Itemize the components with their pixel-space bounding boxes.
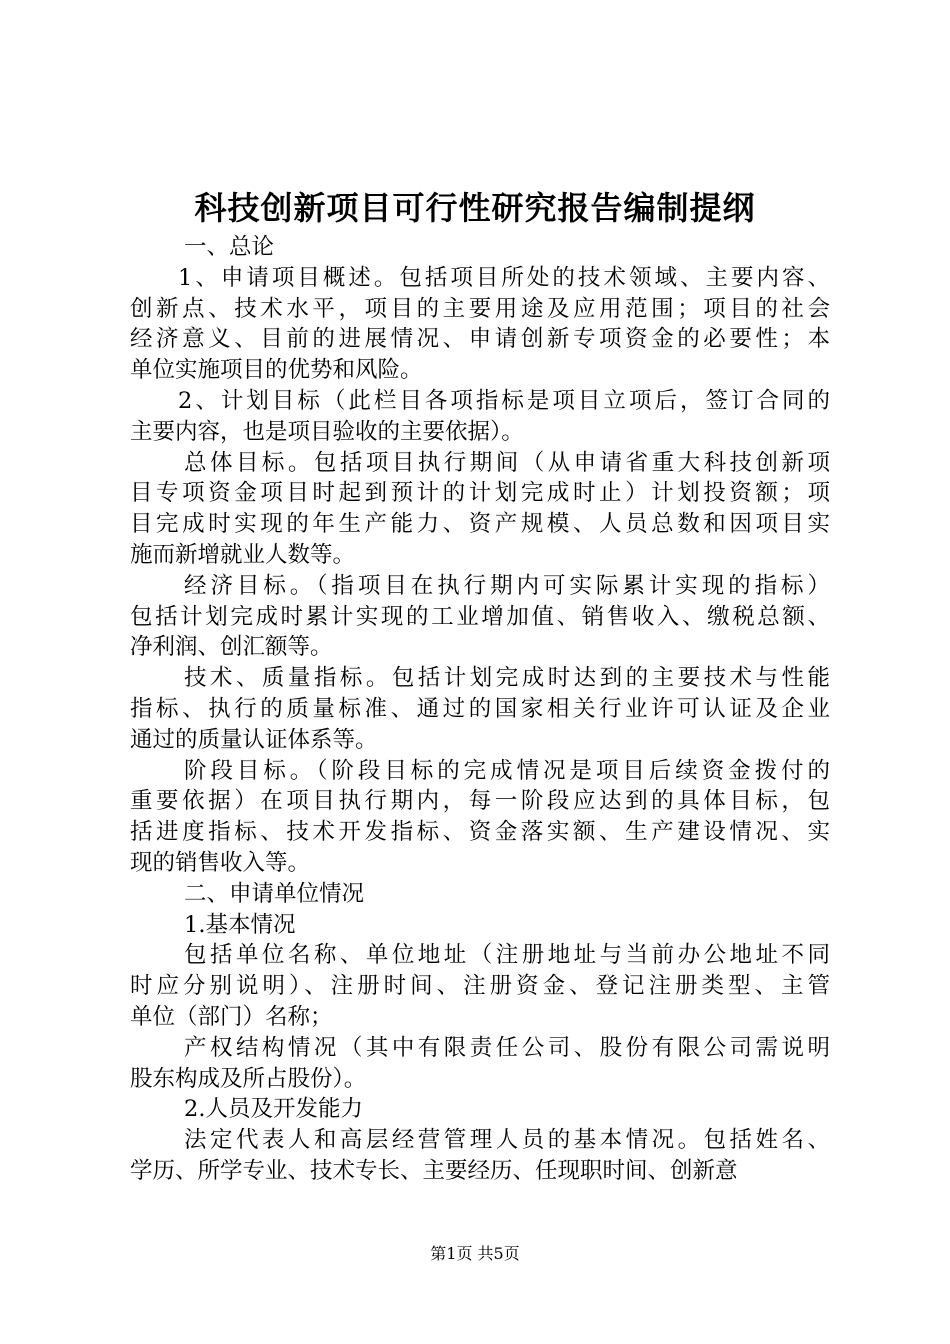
paragraph-line: 技术、质量指标。包括计划完成时达到的主要技术与性能: [184, 665, 830, 692]
paragraph-line: 主要内容，也是项目验收的主要依据）。: [130, 418, 524, 445]
paragraph: [130, 1033, 830, 1095]
paragraph-line: 指标、执行的质量标准、通过的国家相关行业许可认证及企业: [130, 695, 830, 722]
paragraph: [130, 386, 830, 448]
paragraph-line: 经济目标。（指项目在执行期内可实际累计实现的指标）: [184, 572, 830, 599]
paragraph-line: 阶段目标。（阶段目标的完成情况是项目后续资金拨付的: [184, 757, 830, 784]
paragraph-line: 2.人员及开发能力: [184, 1096, 363, 1123]
paragraph-line: 通过的质量认证体系等。: [130, 726, 378, 753]
paragraph-line: 目完成时实现的年生产能力、资产规模、人员总数和因项目实: [130, 511, 830, 538]
paragraph: [130, 263, 830, 386]
document-body: [130, 232, 830, 1187]
paragraph: [130, 232, 830, 263]
paragraph: [130, 940, 830, 1032]
paragraph-line: 1.基本情况: [184, 911, 296, 938]
paragraph-line: 单位（部门）名称；: [130, 1003, 333, 1030]
paragraph-line: 法定代表人和高层经营管理人员的基本情况。包括姓名、: [184, 1127, 830, 1154]
paragraph-line: 现的销售收入等。: [130, 849, 311, 876]
paragraph-line: 单位实施项目的优势和风险。: [130, 357, 423, 384]
paragraph: [130, 571, 830, 663]
paragraph: [130, 879, 830, 910]
paragraph-line: 包括计划完成时累计实现的工业增加值、销售收入、缴税总额、: [130, 603, 830, 630]
paragraph-line: 创新点、技术水平，项目的主要用途及应用范围；项目的社会: [130, 295, 830, 322]
paragraph-line: 时应分别说明）、注册时间、注册资金、登记注册类型、主管: [130, 973, 830, 1000]
paragraph-line: 1、申请项目概述。包括项目所处的技术领域、主要内容、: [178, 264, 830, 291]
paragraph: [130, 663, 830, 755]
page-footer: 第1页 共5页: [430, 1244, 520, 1263]
paragraph-line: 重要依据）在项目执行期内，每一阶段应达到的具体目标，包: [130, 788, 830, 815]
paragraph-line: 二、申请单位情况: [184, 880, 365, 907]
paragraph-line: 总体目标。包括项目执行期间（从申请省重大科技创新项: [184, 449, 830, 476]
paragraph-line: 股东构成及所占股份）。: [130, 1065, 367, 1092]
paragraph-line: 净利润、创汇额等。: [130, 634, 333, 661]
paragraph: [130, 1094, 830, 1125]
paragraph-line: 一、总论: [184, 234, 275, 260]
paragraph: [130, 910, 830, 941]
paragraph-line: 2、计划目标（此栏目各项指标是项目立项后，签订合同的: [178, 387, 830, 414]
paragraph: [130, 448, 830, 571]
paragraph-line: 包括单位名称、单位地址（注册地址与当前办公地址不同: [184, 942, 830, 969]
paragraph-line: 括进度指标、技术开发指标、资金落实额、生产建设情况、实: [130, 819, 830, 846]
paragraph-line: 经济意义、目前的进展情况、申请创新专项资金的必要性；本: [130, 326, 830, 353]
paragraph-line: 目专项资金项目时起到预计的计划完成时止）计划投资额；项: [130, 480, 830, 507]
paragraph-line: 施而新增就业人数等。: [130, 541, 356, 568]
document-title: 科技创新项目可行性研究报告编制提纲: [194, 189, 756, 227]
paragraph-line: 学历、所学专业、技术专长、主要经历、任现职时间、创新意: [130, 1157, 738, 1184]
paragraph-line: 产权结构情况（其中有限责任公司、股份有限公司需说明: [184, 1034, 830, 1061]
paragraph: [130, 756, 830, 879]
paragraph: [130, 1125, 830, 1187]
